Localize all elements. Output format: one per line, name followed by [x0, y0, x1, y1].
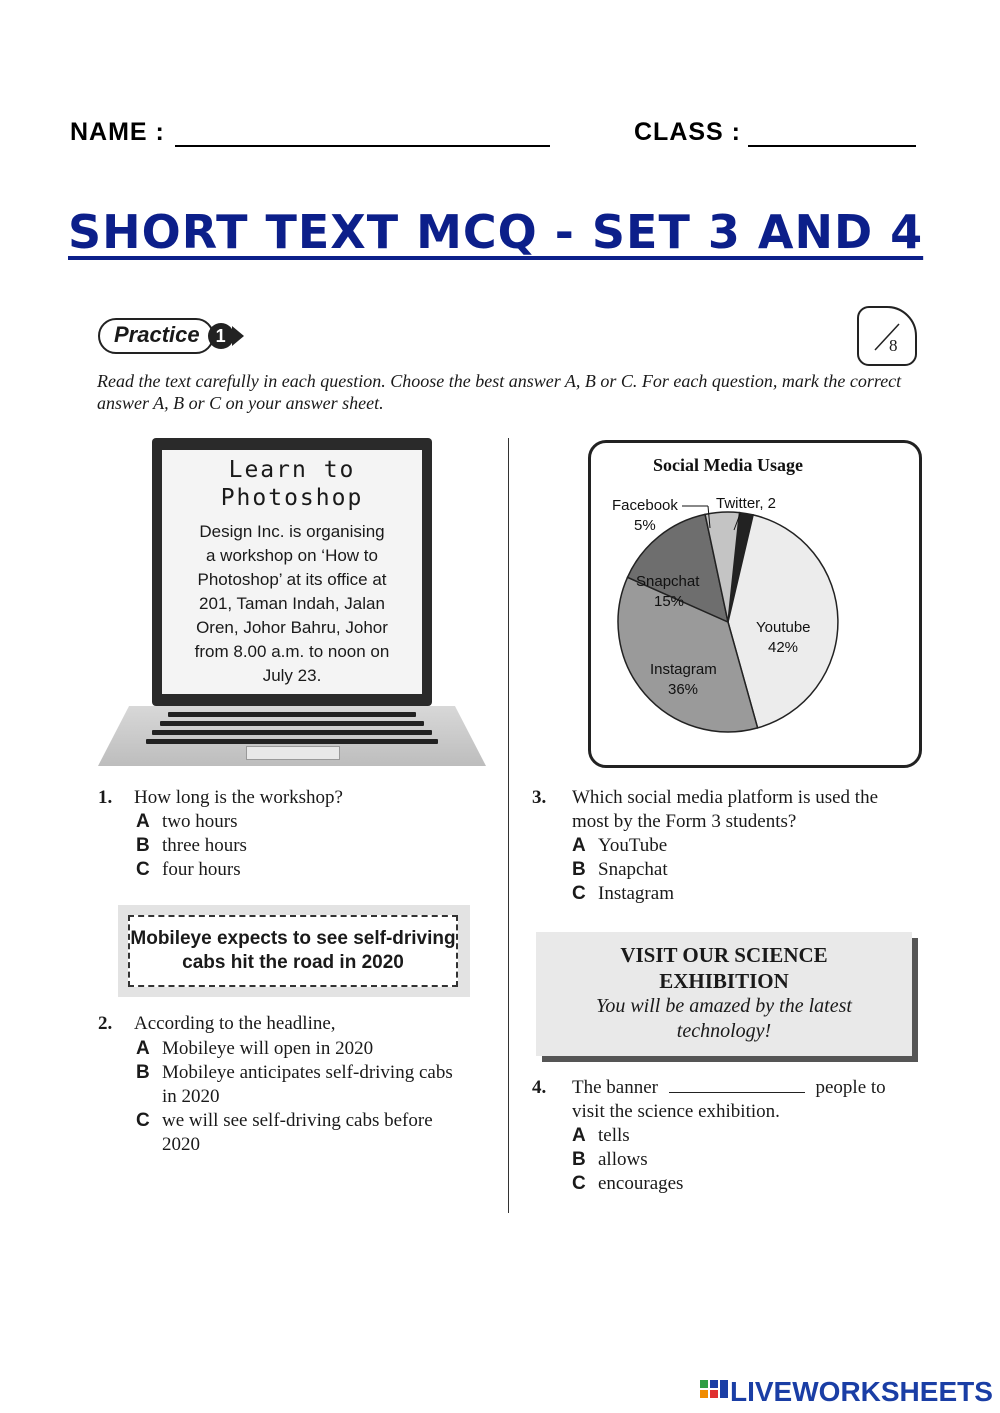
- column-divider: [508, 438, 509, 1213]
- ad-body-line: Photoshop’ at its office at: [197, 570, 387, 589]
- option-a[interactable]: A two hours: [136, 811, 238, 832]
- ad-body-line: July 23.: [262, 666, 322, 685]
- option-b[interactable]: B Mobileye anticipates self-driving cabs in 2020: [136, 1062, 453, 1107]
- key-row: [168, 712, 416, 717]
- class-label: CLASS :: [634, 118, 741, 146]
- option-c[interactable]: C we will see self-driving cabs before 2020: [136, 1110, 433, 1155]
- liveworksheets-text: LIVEWORKSHEETS: [730, 1376, 993, 1407]
- question-text: According to the headline,: [134, 1013, 336, 1034]
- question-number: 2.: [98, 1013, 113, 1034]
- pie-chart: [588, 440, 922, 768]
- banner-line3: You will be amazed by the latest: [596, 995, 852, 1017]
- banner-line1: VISIT OUR SCIENCE: [620, 943, 828, 967]
- laptop-keyboard: [98, 706, 486, 766]
- ad-body-line: from 8.00 a.m. to noon on: [194, 642, 390, 661]
- youtube-label: Youtube: [756, 619, 811, 636]
- ad-body-line: Design Inc. is organising: [199, 522, 385, 541]
- name-label: NAME :: [70, 118, 165, 146]
- question-text: How long is the workshop?: [134, 787, 343, 808]
- question-4-options: [572, 1124, 683, 1196]
- headline-line1: Mobileye expects to see self-driving: [130, 928, 456, 949]
- chart-title: Social Media Usage: [653, 455, 803, 475]
- option-a[interactable]: A YouTube: [572, 835, 668, 856]
- practice-number: 1: [208, 323, 234, 349]
- question-3-options: [572, 834, 674, 906]
- question-text-before: The banner: [572, 1077, 658, 1098]
- key-row: [160, 721, 424, 726]
- option-c[interactable]: C encourages: [572, 1173, 684, 1194]
- option-a[interactable]: A tells: [572, 1125, 630, 1146]
- option-b[interactable]: B allows: [572, 1149, 648, 1170]
- answer-blank[interactable]: [669, 1092, 805, 1093]
- class-field[interactable]: [748, 145, 916, 147]
- ad-body: [162, 520, 422, 688]
- score-total: 8: [889, 336, 898, 355]
- question-1-options: [136, 810, 247, 882]
- option-b[interactable]: B Snapchat: [572, 859, 668, 880]
- ad-body-line: a workshop on ‘How to: [206, 546, 378, 565]
- option-c[interactable]: C four hours: [136, 859, 241, 880]
- instructions: Read the text carefully in each question. Choose the best answer A, B or C. For each question, mark the correct answer A, B or C on your answer sheet.: [97, 371, 902, 413]
- youtube-pct: 42%: [768, 639, 799, 656]
- headline-line2: cabs hit the road in 2020: [182, 952, 404, 973]
- liveworksheets-icon: [700, 1378, 730, 1406]
- snapchat-label: Snapchat: [636, 573, 700, 590]
- play-arrow-icon: [232, 323, 246, 349]
- banner-line4: technology!: [676, 1020, 772, 1042]
- liveworksheets-logo: [700, 1376, 993, 1408]
- practice-label: Practice: [98, 318, 214, 354]
- instagram-pct: 36%: [668, 681, 699, 698]
- science-banner: [536, 932, 912, 1056]
- question-4-text-line2: visit the science exhibition.: [572, 1101, 780, 1122]
- question-3-text-line2: most by the Form 3 students?: [572, 811, 797, 832]
- snapchat-pct: 15%: [654, 593, 685, 610]
- ad-body-line: 201, Taman Indah, Jalan: [199, 594, 385, 613]
- page-title: SHORT TEXT MCQ - SET 3 AND 4: [68, 205, 924, 259]
- laptop-screen: [152, 438, 432, 706]
- instagram-label: Instagram: [650, 661, 717, 678]
- question-number: 1.: [98, 787, 113, 808]
- ad-title-line2: Photoshop: [220, 485, 364, 511]
- key-row: [152, 730, 432, 735]
- twitter-label: Twitter, 2: [716, 495, 777, 512]
- question-number: 3.: [532, 787, 547, 808]
- ad-content: [162, 450, 422, 694]
- question-2-options: [136, 1037, 496, 1157]
- ad-body-line: Oren, Johor Bahru, Johor: [196, 618, 388, 637]
- slash-icon: [859, 308, 915, 364]
- key-row: [146, 739, 438, 744]
- facebook-label: Facebook: [612, 497, 678, 514]
- question-text: Which social media platform is used the: [572, 787, 879, 808]
- question-2: [98, 1012, 336, 1036]
- option-c[interactable]: C Instagram: [572, 883, 674, 904]
- question-3: [532, 786, 878, 810]
- option-a[interactable]: A Mobileye will open in 2020: [136, 1038, 374, 1059]
- name-field[interactable]: [175, 145, 550, 147]
- question-4: [532, 1076, 924, 1100]
- question-number: 4.: [532, 1077, 547, 1098]
- practice-badge: [98, 318, 246, 354]
- score-box: [857, 306, 917, 366]
- facebook-pct: 5%: [634, 517, 656, 534]
- question-text-after: people to: [815, 1077, 886, 1098]
- ad-title-line1: Learn to: [228, 457, 356, 483]
- option-b[interactable]: B three hours: [136, 835, 247, 856]
- question-1: [98, 786, 343, 810]
- headline: [128, 915, 458, 987]
- banner-line2: EXHIBITION: [659, 969, 789, 993]
- touchpad: [246, 746, 340, 760]
